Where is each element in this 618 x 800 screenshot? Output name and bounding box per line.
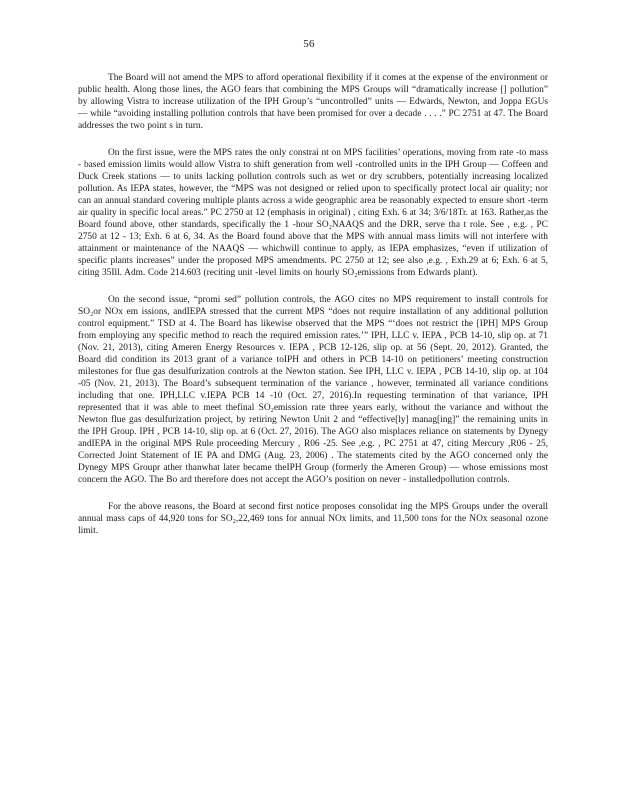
paragraph-1: The Board will not amend the MPS to afford operational flexibility if it comes at the expense of the environment or public health. Along those lines, the AGO fears that combining the MPS Groups will “dramatically increase [] pollution” by allowing Vistra to increase utilization of the IPH Group’s “uncontrolled” units — Edwards, Newton, and Joppa EGUs — while “avoiding installing pollution controls that have been promised for over a decade . . . .” PC 2751 at 47. The Board addresses the two point s in turn. [78, 73, 548, 131]
paragraph-4: For the above reasons, the Board at second first notice proposes consolidat ing the MPS Groups under the overall annual mass caps of 44,920 tons for SO₂,22,469 tons for annual NOx limits, and 11,500 tons for the NOx seasonal ozone limit. [78, 502, 548, 536]
body-text [78, 72, 548, 552]
paragraph-2: On the first issue, were the MPS rates the only constrai nt on MPS facilities’ operations, moving from rate -to mass - based emission limits would allow Vistra to shift generation from well -controlled units in the IPH Group — Coffeen and Duck Creek stations — to units lacking pollution controls such as wet or dry scrubbers, potentially increasing localized pollution. As IEPA states, however, the “MPS was not designed or relied upon to specifically protect local air quality; nor can an annual standard covering multiple plants across a wide geographic area be reasonably expected to ensure short -term air quality in specific local areas.” PC 2750 at 12 (emphasis in original) , citing Exh. 6 at 34; 3/6/18Tr. at 163. Rather,as the Board found above, other standards, specifically the 1 -hour SO₂NAAQS and the DRR, serve tha t role. See , e.g. , PC 2750 at 12 - 13; Exh. 6 at 6, 34. As the Board found above that the MPS with annual mass limits will not interfere with attainment or maintenance of the NAAQS — whichwill continue to apply, as IEPA emphasizes, “even if utilization of specific plants increases” under the proposed MPS amendments. PC 2750 at 12; see also ,e.g. , Exh.29 at 6; Exh. 6 at 5, citing 35Ill. Adm. Code 214.603 (reciting unit -level limits on hourly SO₂emissions from Edwards plant). [78, 148, 548, 278]
paragraph-3: On the second issue, “promi sed” pollution controls, the AGO cites no MPS requirement to install controls for SO₂or NOx em issions, andIEPA stressed that the current MPS “does not require installation of any additional pollution control equipment.” TSD at 4. The Board has likewise observed that the MPS “‘does not restrict the [IPH] MPS Group from employing any specific method to reach the required emission rates.’” IPH, LLC v. IEPA , PCB 14-10, slip op. at 71 (Nov. 21, 2013), citing Ameren Energy Resources v. IEPA , PCB 12-126, slip op. at 56 (Sept. 20, 2012). Granted, the Board did condition its 2013 grant of a variance toIPH and others in PCB 14-10 on petitioners’ meeting construction milestones for flue gas desulfurization controls at the Newton station. See IPH, LLC v. IEPA , PCB 14-10, slip op. at 104 -05 (Nov. 21, 2013). The Board’s subsequent termination of the variance , however, terminated all variance conditions including that one. IPH,LLC v.IEPA PCB 14 -10 (Oct. 27, 2016).In requesting termination of that variance, IPH represented that it was able to meet thefinal SO₂emission rate three years early, without the variance and without the Newton flue gas desulfurization project, by retiring Newton Unit 2 and “effective[ly] manag[ing]” the remaining units in the IPH Group. IPH , PCB 14-10, slip op. at 6 (Oct. 27, 2016). The AGO also misplaces reliance on statements by Dynegy andIEPA in the original MPS Rule proceeding Mercury , R06 -25. See ,e.g. , PC 2751 at 47, citing Mercury ,R06 - 25, Corrected Joint Statement of IE PA and DMG (Aug. 23, 2006) . The statements cited by the AGO concerned only the Dynegy MPS Groupr ather thanwhat later became theIPH Group (formerly the Ameren Group) — whose emissions most concern the AGO. The Bo ard therefore does not accept the AGO’s position on never - installedpollution controls. [78, 295, 548, 485]
page-number: 56 [303, 38, 315, 50]
